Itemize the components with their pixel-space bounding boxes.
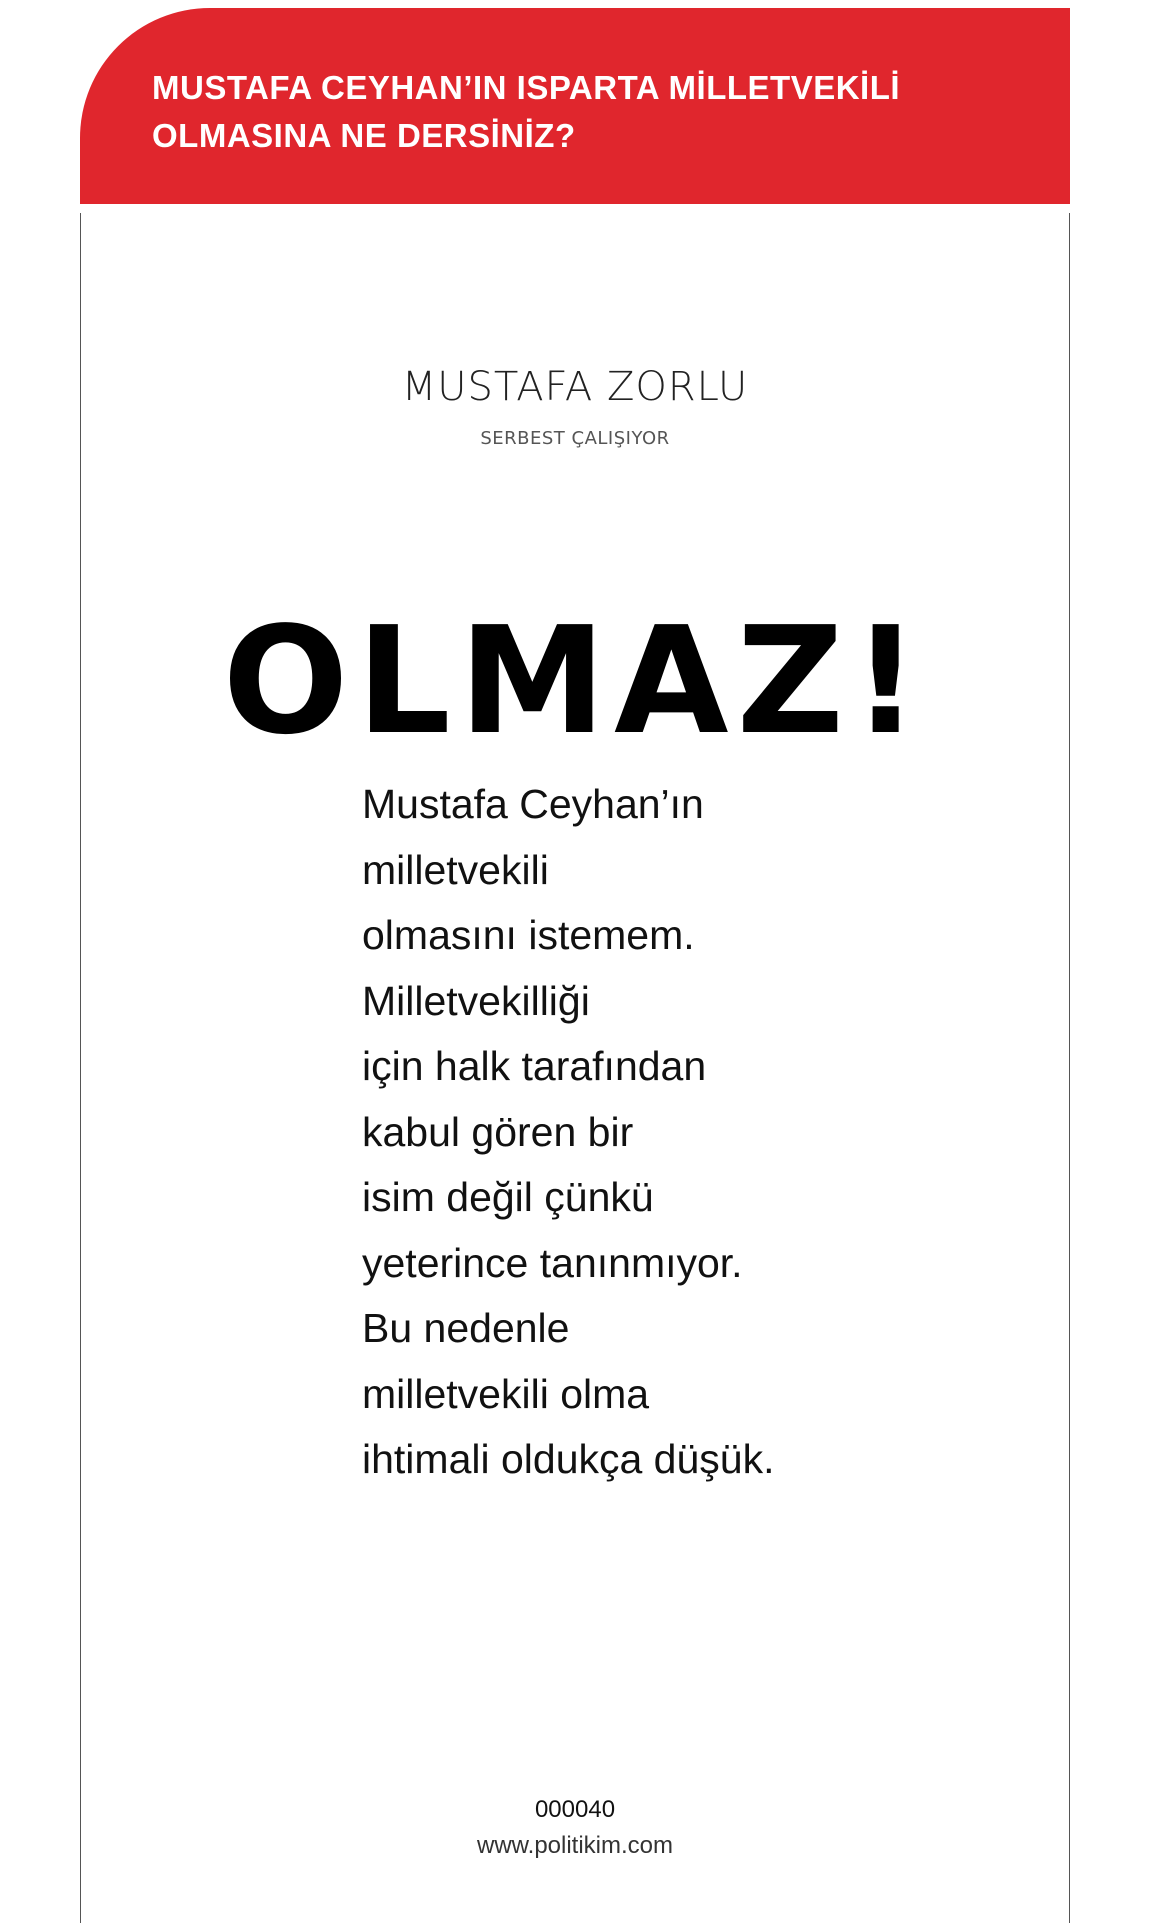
respondent-name: MUSTAFA ZORLU: [401, 364, 749, 410]
answer-line: ihtimali oldukça düşük.: [362, 1436, 775, 1482]
survey-question: [152, 64, 1032, 160]
answer-line: Bu nedenle: [362, 1305, 570, 1351]
answer-line: milletvekili: [362, 846, 549, 893]
answer-line: milletvekili olma: [362, 1370, 650, 1417]
answer-line: Mustafa Ceyhan’ın: [362, 781, 704, 827]
survey-card: [80, 8, 1070, 1923]
entry-code: 000040: [534, 1796, 616, 1823]
answer-line: isim değil çünkü: [362, 1174, 654, 1220]
answer-line: Milletvekilliği: [362, 977, 590, 1024]
question-header: [80, 8, 1070, 204]
question-line-2: OLMASINA NE DERSİNİZ?: [152, 117, 576, 154]
question-line-1: MUSTAFA CEYHAN’IN ISPARTA MİLLETVEKİLİ: [152, 69, 901, 106]
answer-verdict: OLMAZ!: [222, 595, 928, 767]
left-border-line: [80, 213, 81, 1923]
answer-line: olmasını istemem.: [362, 912, 695, 958]
answer-line: yeterince tanınmıyor.: [362, 1239, 743, 1286]
respondent-occupation: SERBEST ÇALIŞIYOR: [480, 428, 670, 449]
right-border-line: [1069, 213, 1070, 1923]
answer-line: kabul gören bir: [362, 1108, 634, 1155]
answer-line: için halk tarafından: [362, 1043, 707, 1089]
answer-text: [362, 772, 774, 1493]
website-url: www.politikim.com: [476, 1832, 674, 1859]
